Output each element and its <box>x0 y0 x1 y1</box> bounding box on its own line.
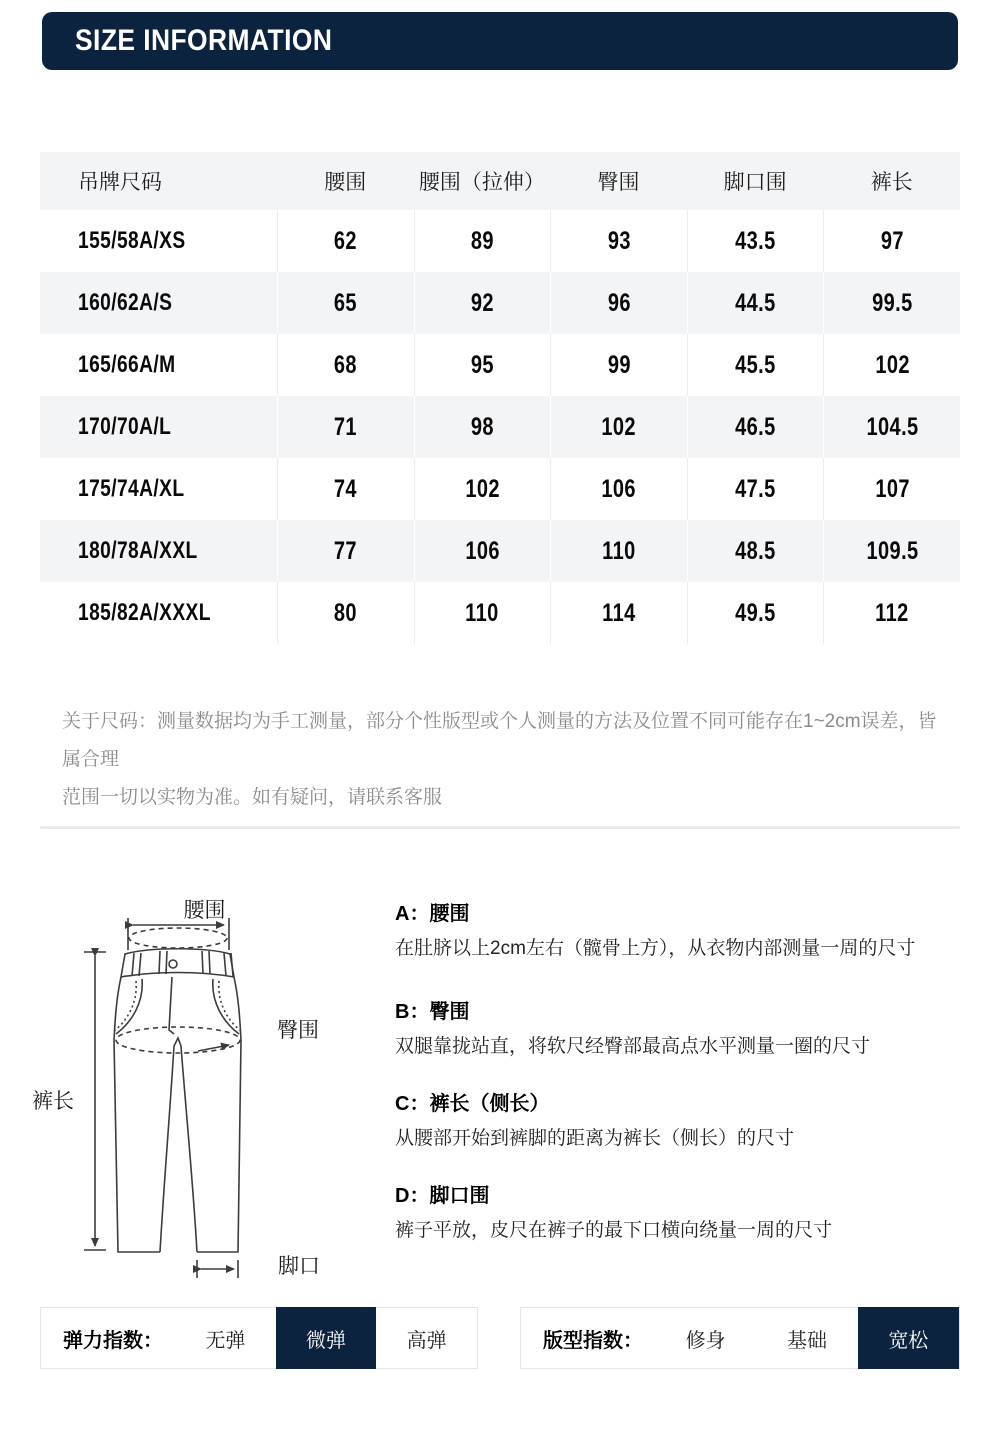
length-value: 97 <box>880 226 904 255</box>
fit-options <box>655 1308 959 1368</box>
column-header-waist: 腰围 <box>324 171 367 194</box>
hip-value: 106 <box>601 474 637 503</box>
size-value: 160/62A/S <box>78 289 173 316</box>
size-value: 170/70A/L <box>78 413 172 440</box>
diagram-label-length: 裤长 <box>32 1090 74 1113</box>
length-value: 104.5 <box>866 412 919 441</box>
waist-stretch-value: 102 <box>465 474 500 503</box>
waist-stretch-value: 110 <box>465 598 500 627</box>
waist-value: 77 <box>334 536 358 565</box>
elasticity-index-box <box>40 1307 478 1369</box>
pants-measurement-diagram <box>30 882 375 1302</box>
table-row <box>40 458 960 520</box>
diagram-label-hem: 脚口 <box>278 1255 320 1278</box>
length-value: 109.5 <box>866 536 919 565</box>
hip-value: 110 <box>602 536 636 565</box>
table-row <box>40 582 960 644</box>
leg-opening-value: 44.5 <box>735 288 776 317</box>
size-note-line2: 范围一切以实物为准。如有疑问，请联系客服 <box>62 787 443 808</box>
waist-value: 71 <box>334 412 358 441</box>
hip-value: 99 <box>607 350 631 379</box>
leg-opening-value: 48.5 <box>735 536 776 565</box>
hip-value: 93 <box>607 226 631 255</box>
waist-stretch-value: 106 <box>465 536 500 565</box>
size-value: 165/66A/M <box>78 351 176 378</box>
elasticity-options <box>175 1308 477 1368</box>
elasticity-option-slight[interactable]: 微弹 <box>276 1307 377 1369</box>
guide-d-desc: 裤子平放，皮尺在裤子的最下口横向绕量一周的尺寸 <box>395 1220 833 1241</box>
column-header-waist-stretch: 腰围（拉伸） <box>418 171 545 194</box>
size-value: 155/58A/XS <box>78 227 186 254</box>
diagram-label-hip: 臀围 <box>277 1019 319 1042</box>
length-value: 99.5 <box>871 288 913 317</box>
elasticity-label: 弹力指数： <box>63 1329 163 1352</box>
size-table <box>40 152 960 644</box>
guide-a-desc: 在肚脐以上2cm左右（髋骨上方），从衣物内部测量一周的尺寸 <box>395 938 916 959</box>
waist-stretch-value: 95 <box>470 350 494 379</box>
hip-value: 114 <box>602 598 636 627</box>
waist-value: 62 <box>334 226 358 255</box>
guide-b-title: B：臀围 <box>395 1001 470 1023</box>
size-table-body <box>40 210 960 644</box>
guide-b-desc: 双腿靠拢站直，将软尺经臀部最高点水平测量一圈的尺寸 <box>395 1036 871 1057</box>
table-row <box>40 334 960 396</box>
fit-option-loose[interactable]: 宽松 <box>858 1307 959 1369</box>
size-table-header-row <box>40 152 960 210</box>
size-value: 180/78A/XXL <box>78 537 198 564</box>
waist-value: 74 <box>334 474 358 503</box>
waist-value: 65 <box>334 288 358 317</box>
column-header-size: 吊牌尺码 <box>78 171 162 194</box>
waist-stretch-value: 92 <box>470 288 494 317</box>
pants-drawing-icon <box>30 882 375 1302</box>
guide-a-title: A：腰围 <box>395 903 470 925</box>
size-value: 175/74A/XL <box>78 475 185 502</box>
elasticity-option-none[interactable]: 无弹 <box>205 1329 246 1352</box>
page-title: SIZE INFORMATION <box>75 24 333 57</box>
column-header-length: 裤长 <box>870 171 913 194</box>
table-row <box>40 272 960 334</box>
leg-opening-value: 43.5 <box>735 226 776 255</box>
fit-index-box <box>520 1307 960 1369</box>
table-row <box>40 520 960 582</box>
waist-value: 68 <box>334 350 358 379</box>
size-value: 185/82A/XXXL <box>78 599 211 626</box>
section-header <box>42 12 958 70</box>
column-header-leg-opening: 脚口围 <box>723 171 787 194</box>
hip-value: 102 <box>601 412 637 441</box>
leg-opening-value: 46.5 <box>735 412 776 441</box>
elasticity-option-high[interactable]: 高弹 <box>406 1329 447 1352</box>
hip-value: 96 <box>607 288 631 317</box>
guide-c-title: C：裤长（侧长） <box>395 1093 550 1115</box>
section-divider <box>40 826 960 829</box>
fit-option-slim[interactable]: 修身 <box>685 1329 726 1352</box>
leg-opening-value: 47.5 <box>735 474 776 503</box>
table-row <box>40 396 960 458</box>
guide-c-desc: 从腰部开始到裤脚的距离为裤长（侧长）的尺寸 <box>395 1128 795 1149</box>
size-note-line1: 关于尺码：测量数据均为手工测量，部分个性版型或个人测量的方法及位置不同可能存在1~2cm误差，皆属合理 <box>62 711 937 770</box>
waist-stretch-value: 89 <box>470 226 494 255</box>
leg-opening-value: 49.5 <box>735 598 776 627</box>
length-value: 112 <box>875 598 909 627</box>
leg-opening-value: 45.5 <box>735 350 776 379</box>
length-value: 107 <box>874 474 910 503</box>
waist-stretch-value: 98 <box>470 412 494 441</box>
fit-option-basic[interactable]: 基础 <box>786 1329 827 1352</box>
diagram-label-waist: 腰围 <box>183 899 226 922</box>
size-note <box>62 703 947 817</box>
length-value: 102 <box>874 350 910 379</box>
column-header-hip: 臀围 <box>597 171 640 194</box>
guide-d-title: D：脚口围 <box>395 1185 490 1207</box>
waist-value: 80 <box>334 598 358 627</box>
table-row <box>40 210 960 272</box>
fit-label: 版型指数： <box>543 1329 643 1352</box>
